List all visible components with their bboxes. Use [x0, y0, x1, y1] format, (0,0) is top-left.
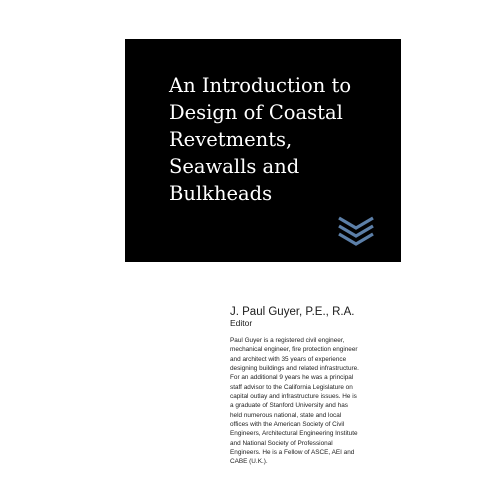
bio-line: a graduate of Stanford University and has — [230, 402, 348, 410]
book-title-line: An Introduction to — [169, 74, 352, 97]
book-title-line: Seawalls and — [169, 155, 300, 178]
bio-line: staff advisor to the California Legislature on — [230, 383, 353, 391]
bio-line: CABE (U.K.). — [230, 458, 268, 466]
double-chevron-down-icon — [337, 215, 375, 247]
author-bio — [230, 336, 390, 467]
cover-title-panel — [125, 39, 401, 262]
bio-line: and architect with 35 years of experience — [230, 355, 347, 363]
bio-line: Engineers. He is a Fellow of ASCE, AEI and — [230, 449, 355, 457]
bio-line: Engineers, Architectural Engineering Institute — [230, 430, 358, 438]
book-title-line: Design of Coastal — [169, 101, 343, 124]
bio-line: capital outlay and infrastructure issues. He is — [230, 393, 357, 401]
book-title-line: Bulkheads — [169, 182, 273, 205]
author-role: Editor — [230, 318, 253, 328]
bio-line: held numerous national, state and local — [230, 411, 342, 419]
bio-line: mechanical engineer, fire protection engineer — [230, 346, 358, 354]
book-title — [169, 72, 389, 207]
bio-line: designing buildings and related infrastructure. — [230, 365, 359, 373]
bio-line: Paul Guyer is a registered civil engineer, — [230, 337, 345, 344]
bio-line: For an additional 9 years he was a principal — [230, 374, 354, 382]
book-title-line: Revetments, — [169, 128, 293, 151]
bio-line: offices with the American Society of Civil — [230, 421, 345, 429]
author-name: J. Paul Guyer, P.E., R.A. — [230, 306, 355, 318]
bio-line: and National Society of Professional — [230, 439, 333, 447]
